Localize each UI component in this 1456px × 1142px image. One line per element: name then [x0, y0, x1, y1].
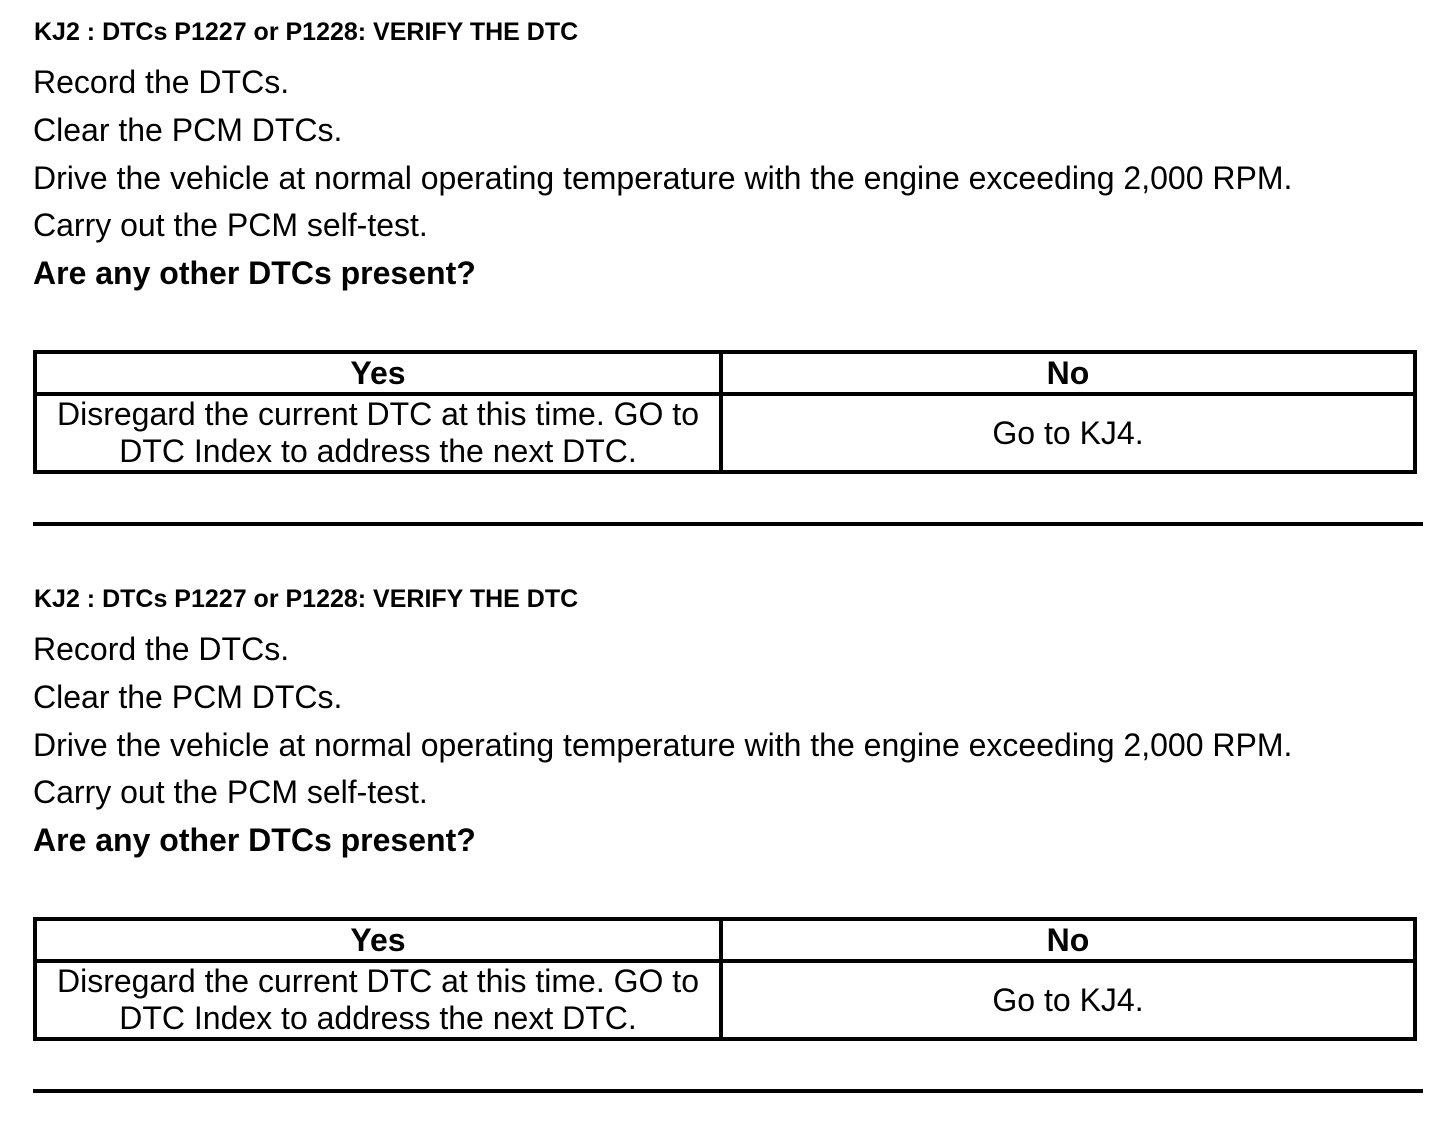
table-row [35, 961, 1415, 1039]
no-header: No [721, 919, 1415, 961]
step-instruction: Clear the PCM DTCs. [33, 679, 343, 715]
step-question: Are any other DTCs present? [33, 255, 476, 291]
step-title: KJ2 : DTCs P1227 or P1228: VERIFY THE DTC [34, 585, 579, 613]
step-instruction: Drive the vehicle at normal operating temperature with the engine exceeding 2,000 RPM. [33, 727, 1293, 763]
yes-header: Yes [35, 352, 721, 394]
section-divider [33, 1089, 1423, 1093]
yes-action-cell: Disregard the current DTC at this time. GO to DTC Index to address the next DTC. [35, 394, 721, 472]
decision-table [33, 350, 1417, 474]
table-row [35, 394, 1415, 472]
no-action-cell: Go to KJ4. [721, 394, 1415, 472]
step-instruction: Carry out the PCM self-test. [33, 207, 428, 243]
step-question: Are any other DTCs present? [33, 822, 476, 858]
step-instruction: Drive the vehicle at normal operating temperature with the engine exceeding 2,000 RPM. [33, 160, 1293, 196]
section-divider [33, 522, 1423, 526]
no-header: No [721, 352, 1415, 394]
no-action-cell: Go to KJ4. [721, 961, 1415, 1039]
step-instruction: Carry out the PCM self-test. [33, 774, 428, 810]
step-instruction: Record the DTCs. [33, 64, 290, 100]
table-header-row [35, 919, 1415, 961]
step-instruction: Record the DTCs. [33, 631, 290, 667]
table-header-row [35, 352, 1415, 394]
step-title: KJ2 : DTCs P1227 or P1228: VERIFY THE DTC [34, 18, 579, 46]
yes-action-cell: Disregard the current DTC at this time. GO to DTC Index to address the next DTC. [35, 961, 721, 1039]
decision-table [33, 917, 1417, 1041]
step-instruction: Clear the PCM DTCs. [33, 112, 343, 148]
yes-header: Yes [35, 919, 721, 961]
